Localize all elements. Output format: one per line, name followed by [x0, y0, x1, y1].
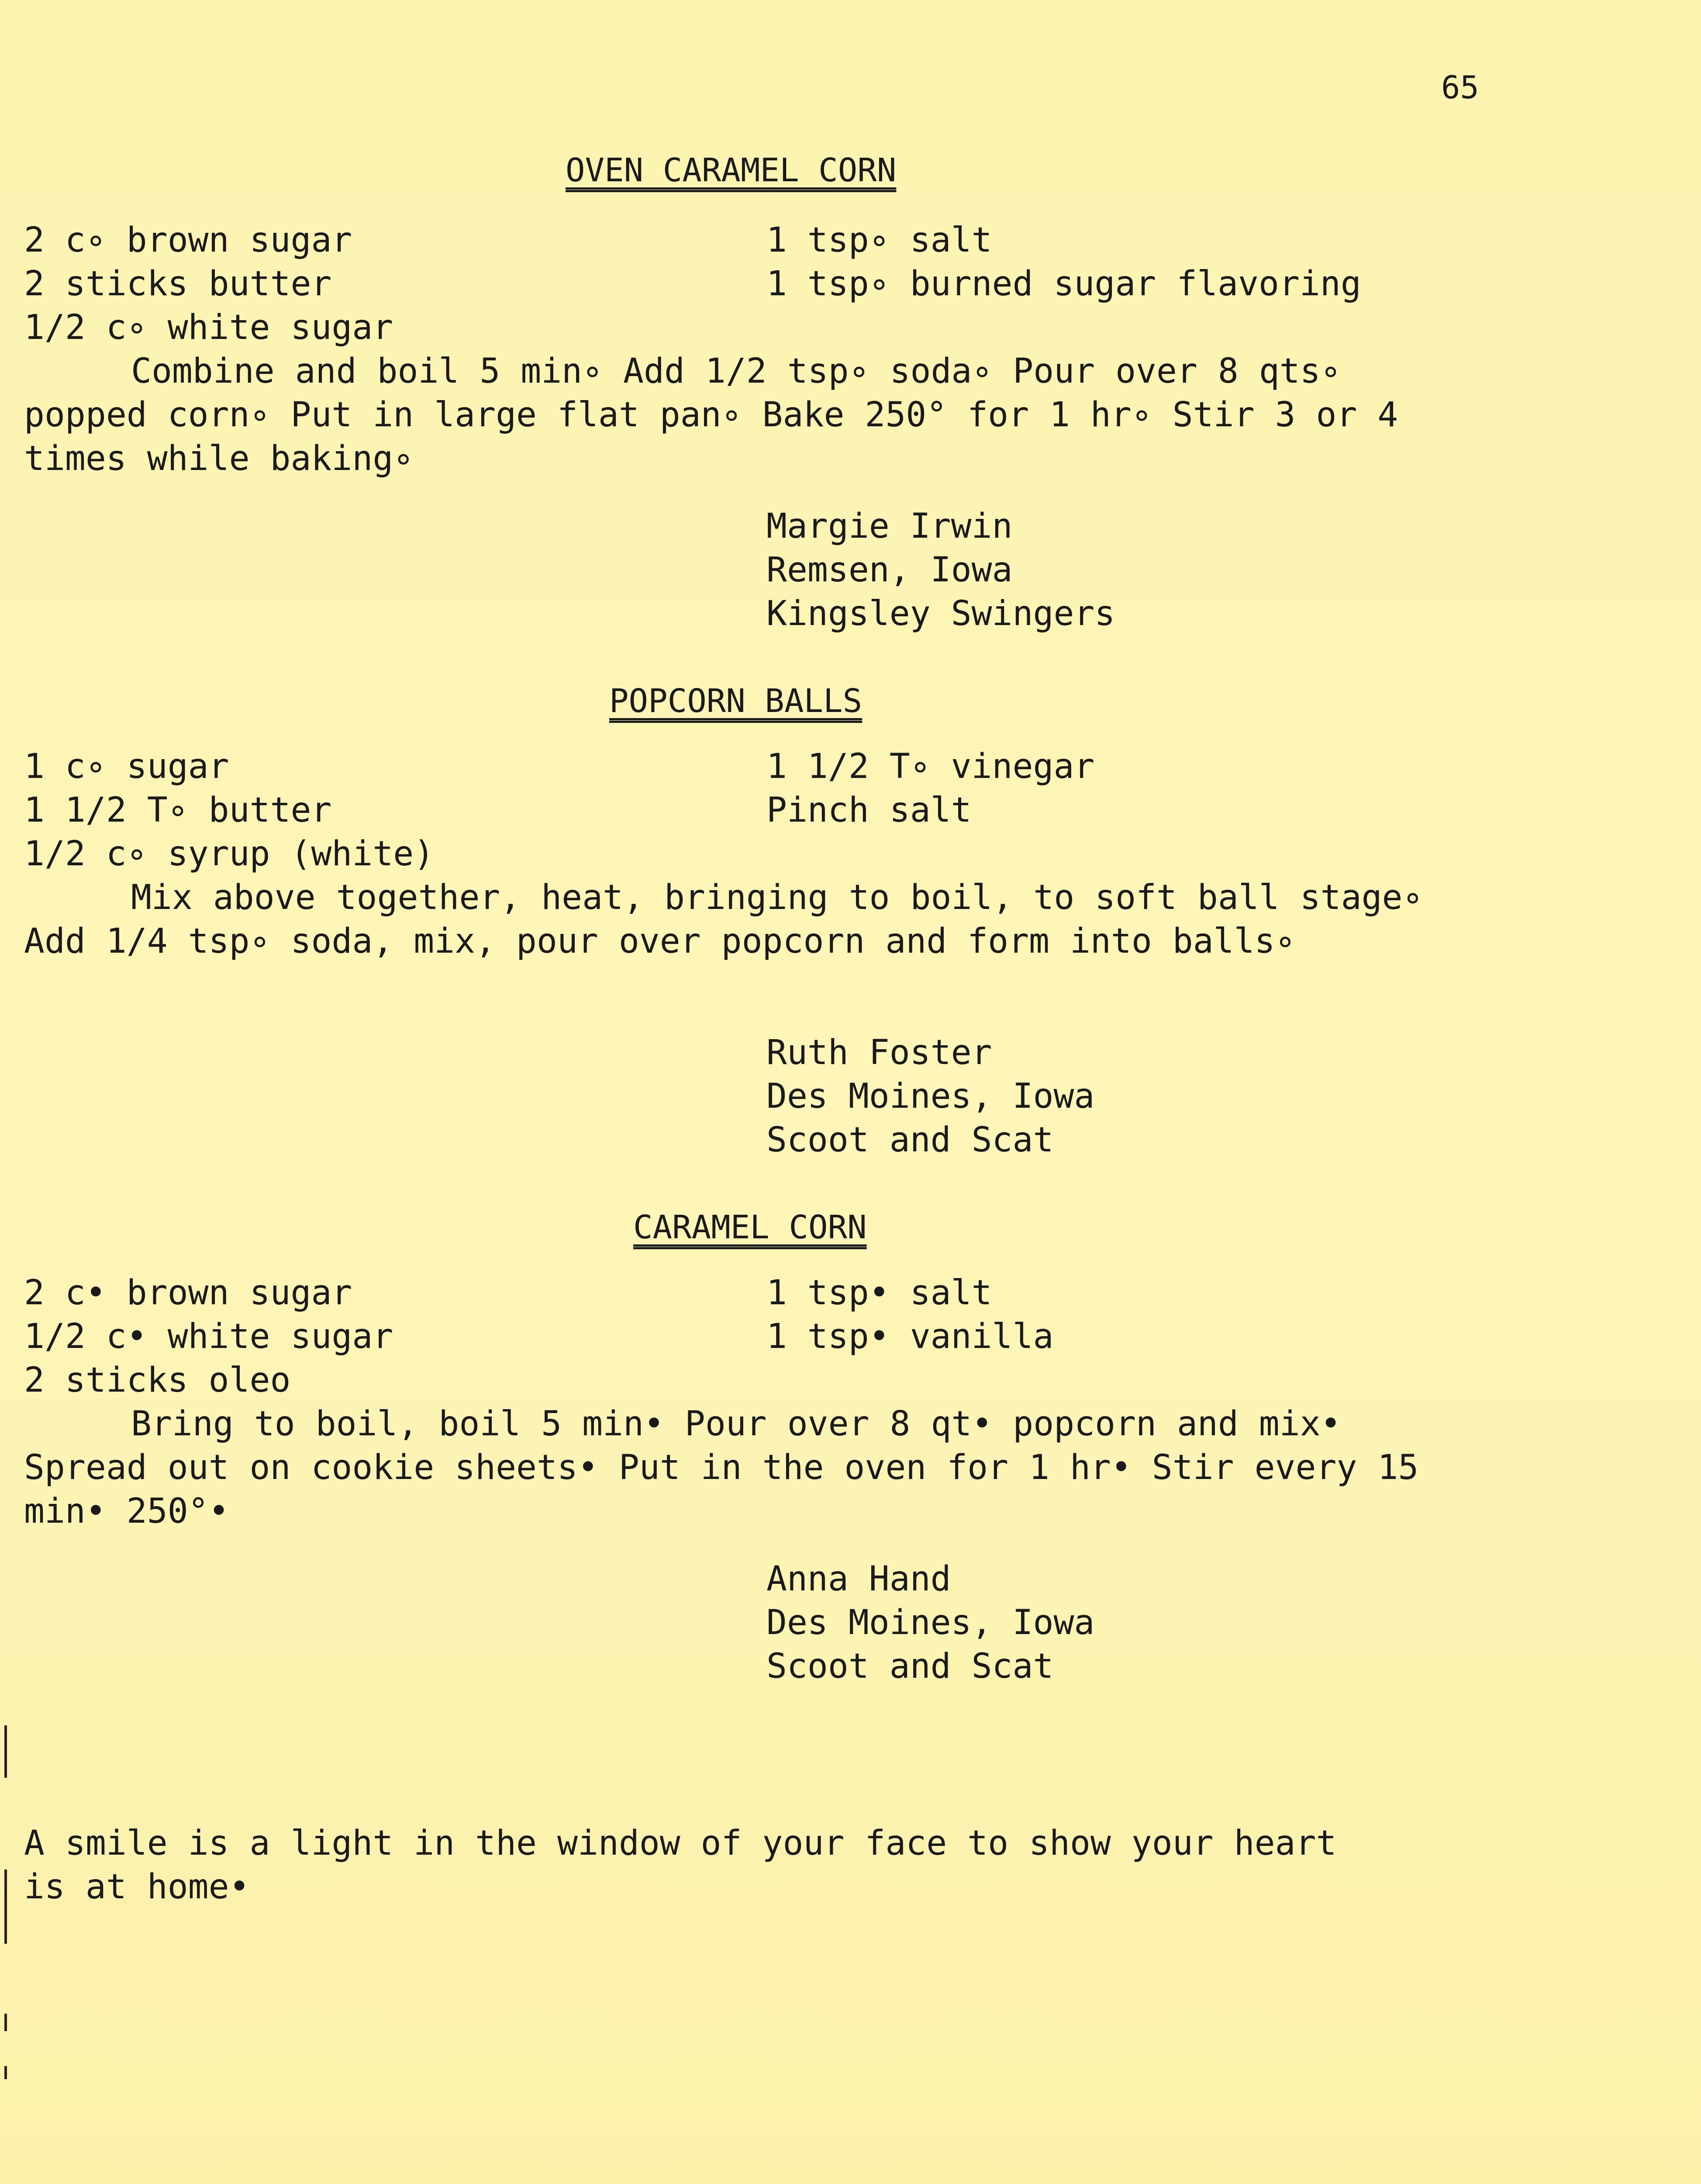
ingredient: 2 c• brown sugar — [24, 1273, 352, 1313]
page-number: 65 — [1441, 69, 1479, 106]
contributor-club: Kingsley Swingers — [766, 594, 1115, 633]
recipe-directions: Mix above together, heat, bringing to boil, to soft ball stage∘ Add 1/4 tsp∘ soda, mix, pour over popcorn and form into balls∘ — [24, 878, 1423, 961]
margin-mark — [4, 2066, 7, 2079]
ingredient: 2 sticks oleo — [24, 1361, 291, 1400]
ingredient: 1 1/2 T∘ vinegar — [766, 747, 1095, 786]
contributor-town: Des Moines, Iowa — [766, 1077, 1095, 1116]
recipe-title-popcorn-balls: POPCORN BALLS — [609, 682, 863, 720]
ingredient: 1 c∘ sugar — [24, 747, 229, 786]
ingredient: 1 tsp• vanilla — [766, 1317, 1054, 1356]
contributor-name: Margie Irwin — [766, 507, 1013, 546]
ingredient: 1 tsp∘ salt — [766, 221, 992, 260]
ingredient: 1 tsp• salt — [766, 1273, 992, 1313]
recipe-title-oven-caramel-corn: OVEN CARAMEL CORN — [566, 152, 897, 189]
ingredient: 2 c∘ brown sugar — [24, 221, 352, 260]
contributor-town: Des Moines, Iowa — [766, 1603, 1095, 1642]
recipe-directions: Bring to boil, boil 5 min• Pour over 8 qt• popcorn and mix• Spread out on cookie sheets• Put in the oven for 1 hr• Stir every 15 min• 250°• — [24, 1404, 1419, 1531]
closing-quote: A smile is a light in the window of your face to show your heart is at home• — [24, 1824, 1337, 1907]
ingredient: 1/2 c• white sugar — [24, 1317, 393, 1356]
recipe-directions: Combine and boil 5 min∘ Add 1/2 tsp∘ soda∘ Pour over 8 qts∘ popped corn∘ Put in large flat pan∘ Bake 250° for 1 hr∘ Stir 3 or 4 times while baking∘ — [24, 352, 1398, 478]
ingredient: 1 1/2 T∘ butter — [24, 791, 332, 830]
ingredient: 2 sticks butter — [24, 264, 332, 304]
ingredient: 1/2 c∘ white sugar — [24, 308, 393, 347]
contributor-town: Remsen, Iowa — [766, 550, 1013, 590]
contributor-club: Scoot and Scat — [766, 1647, 1054, 1686]
margin-mark — [4, 1870, 7, 1944]
margin-mark — [4, 1725, 7, 1778]
recipe-title-caramel-corn: CARAMEL CORN — [633, 1209, 867, 1246]
contributor-name: Ruth Foster — [766, 1033, 992, 1072]
ingredient: Pinch salt — [766, 791, 972, 830]
contributor-name: Anna Hand — [766, 1559, 951, 1599]
contributor-club: Scoot and Scat — [766, 1120, 1054, 1160]
margin-mark — [4, 2014, 7, 2031]
ingredient: 1/2 c∘ syrup (white) — [24, 834, 435, 874]
ingredient: 1 tsp∘ burned sugar flavoring — [766, 264, 1361, 304]
